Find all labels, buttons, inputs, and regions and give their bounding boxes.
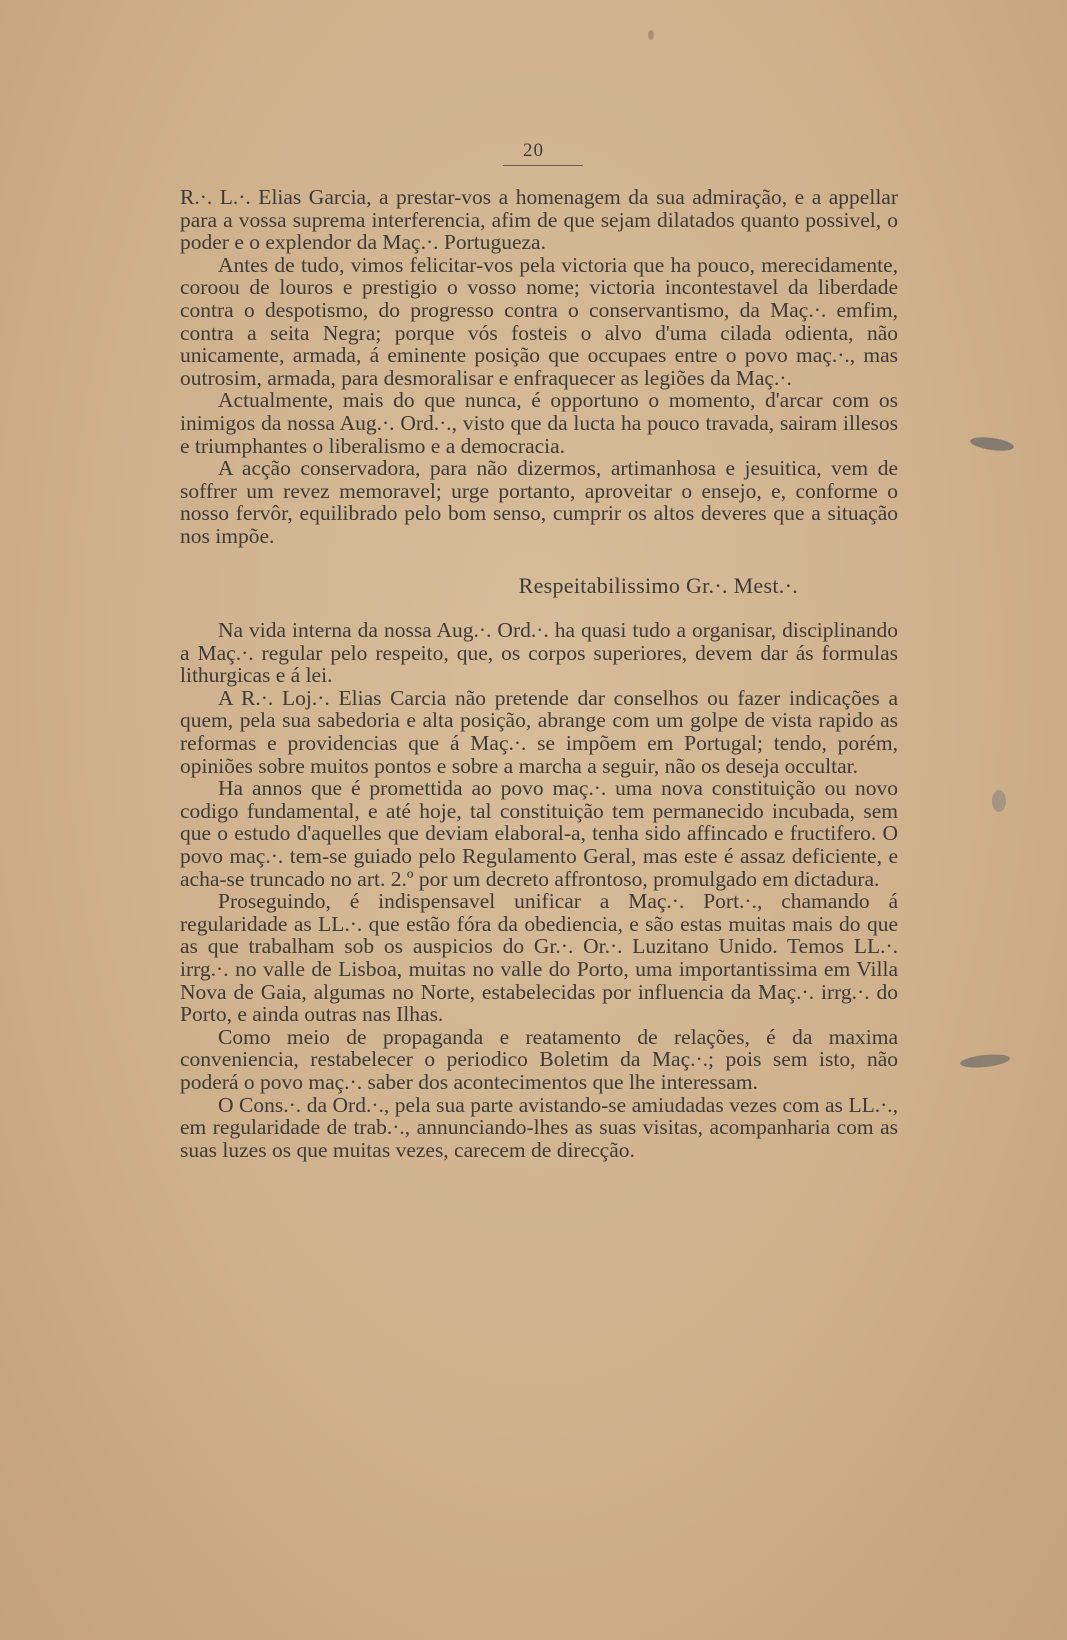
body-text bbox=[180, 186, 898, 1161]
margin-ink-blot bbox=[992, 790, 1006, 812]
section-heading: Respeitabilissimo Gr.·. Mest.·. bbox=[518, 572, 798, 598]
page-number: 20 bbox=[523, 140, 544, 161]
paragraph: A acção conservadora, para não dizermos, artimanhosa e jesuitica, vem de soffrer um revez memoravel; urge portanto, aproveitar o ensejo, e, conforme o nosso fervôr, equilibrado pelo bom senso, cumprir os altos deveres que a situação nos impõe. bbox=[180, 456, 898, 548]
page-number-rule bbox=[503, 165, 583, 166]
paragraph: Actualmente, mais do que nunca, é opportuno o momento, d'arcar com os inimigos da nossa Aug.·. Ord.·., visto que da lucta ha pouco travada, sairam illesos e triumphantes o liberalismo e a democracia. bbox=[180, 388, 898, 458]
margin-ink-blot bbox=[960, 1052, 1011, 1069]
paragraph: A R.·. Loj.·. Elias Carcia não pretende dar conselhos ou fazer indicações a quem, pela sua sabedoria e alta posição, abrange com um golpe de vista rapido as reformas e providencias que á Maç.·. se impõem em Portugal; tendo, porém, opiniões sobre muitos pontos e sobre a marcha a seguir, não os deseja occultar. bbox=[180, 685, 898, 778]
paragraph: Ha annos que é promettida ao povo maç.·. uma nova constituição ou novo codigo fundamental, e até hoje, tal constituição tem permanecido incubada, sem que o estudo d'aquelles que deviam elaboral-a, tenha sido affincado e fructifero. O povo maç.·. tem-se guiado pelo Regulamento Geral, mas este é assaz deficiente, e acha-se truncado no art. 2.º por um decreto affrontoso, promulgado em dictadura. bbox=[180, 776, 898, 891]
ink-speck bbox=[648, 30, 654, 40]
paragraph: Proseguindo, é indispensavel unificar a Maç.·. Port.·., chamando á regularidade as LL.·. que estão fóra da obediencia, e são estas muitas mais do que as que trabalham sob os auspicios do Gr.·. Or.·. Luzitano Unido. Temos LL.·. irrg.·. no valle de Lisboa, muitas no valle do Porto, uma importantissima em Villa Nova de Gaia, algumas no Norte, estabelecidas por influencia da Maç.·. irrg.·. do Porto, e ainda outras nas Ilhas. bbox=[180, 889, 898, 1027]
margin-ink-blot bbox=[969, 435, 1014, 453]
paragraph: R.·. L.·. Elias Garcia, a prestar-vos a homenagem da sua admiração, e a appellar para a vossa suprema interferencia, afim de que sejam dilatados quanto possivel, o poder e o explendor da Maç.·. Portugueza. bbox=[180, 185, 898, 255]
paragraph: Como meio de propaganda e reatamento de relações, é da maxima conveniencia, restabelecer o periodico Boletim da Maç.·.; pois sem isto, não poderá o povo maç.·. saber dos acontecimentos que lhe interessam. bbox=[180, 1024, 898, 1094]
paragraph: Na vida interna da nossa Aug.·. Ord.·. ha quasi tudo a organisar, disciplinando a Maç.·. regular pelo respeito, que, os corpos superiores, devem dar ás formulas lithurgicas e á lei. bbox=[180, 618, 898, 688]
paragraph: O Cons.·. da Ord.·., pela sua parte avistando-se amiudadas vezes com as LL.·., em regularidade de trab.·., annunciando-lhes as suas visitas, acompanharia com as suas luzes os que muitas vezes, carecem de direcção. bbox=[180, 1092, 898, 1162]
paragraph: Antes de tudo, vimos felicitar-vos pela victoria que ha pouco, merecidamente, coroou de louros e prestigio o vosso nome; victoria incontestavel da liberdade contra o despotismo, do progresso contra o conservantismo, da Maç.·. emfim, contra a seita Negra; porque vós fosteis o alvo d'uma cilada odienta, não unicamente, armada, á eminente posição que occupaes entre o povo maç.·., mas outrosim, armada, para desmoralisar e enfraquecer as legiões da Maç.·. bbox=[180, 252, 898, 390]
